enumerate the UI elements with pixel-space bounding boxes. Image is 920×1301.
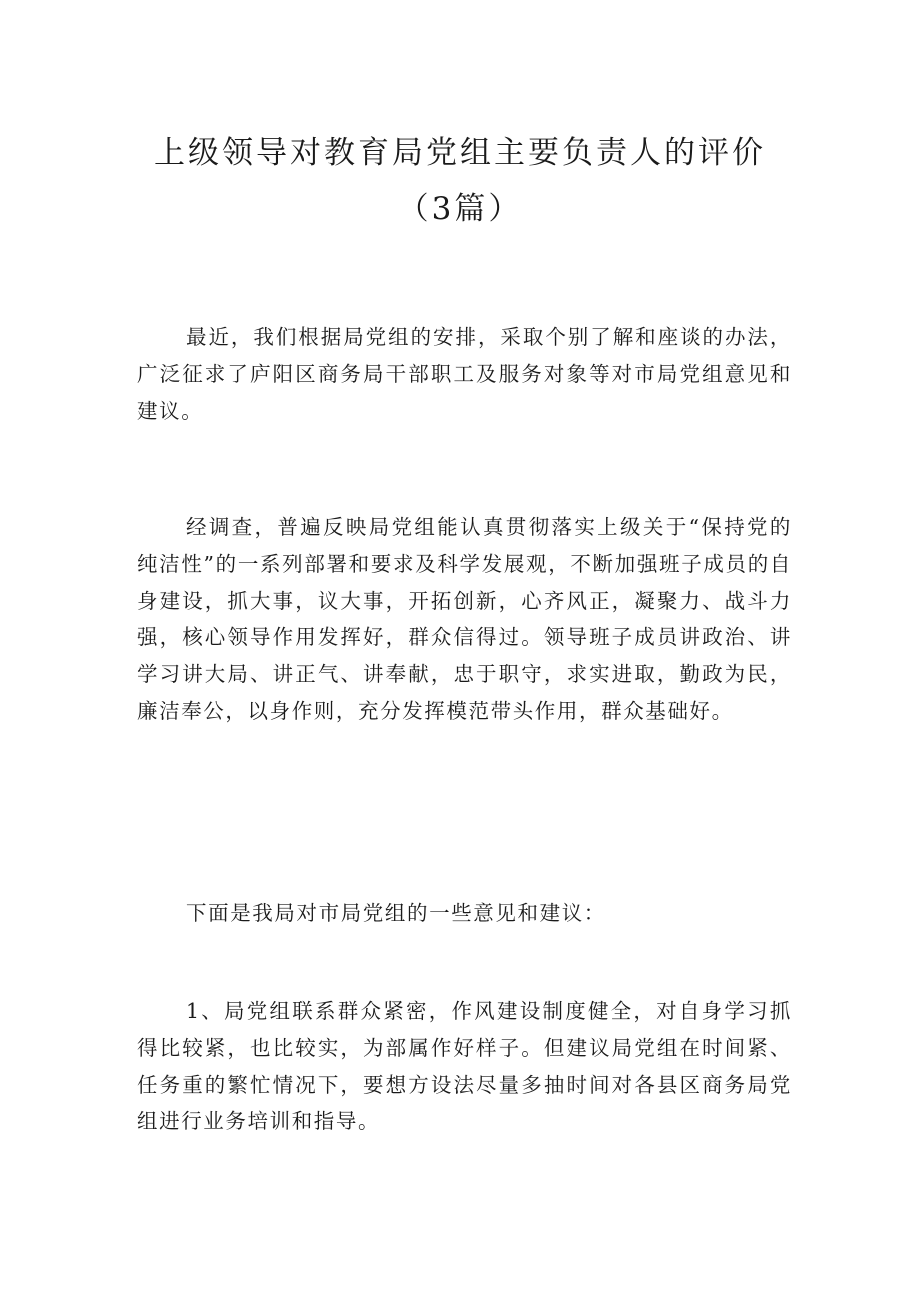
paragraph-suggestions-heading: 下面是我局对市局党组的一些意见和建议： <box>186 901 606 925</box>
paragraph-intro: 最近，我们根据局党组的安排，采取个别了解和座谈的办法，广泛征求了庐阳区商务局干部职工及服务对象等对市局党组意见和建议。 <box>137 325 792 423</box>
document-title: 上级领导对教育局党组主要负责人的评价 <box>154 135 766 171</box>
document-subtitle: （3篇） <box>397 191 523 227</box>
paragraph-survey-findings: 经调查，普遍反映局党组能认真贯彻落实上级关于“保持党的纯洁性”的一系列部署和要求及科学发展观，不断加强班子成员的自身建设，抓大事，议大事，开拓创新，心齐风正，凝聚力、战斗力强，核心领导作用发挥好，群众信得过。领导班子成员讲政治、讲学习讲大局、讲正气、讲奉献，忠于职守，求实进取，勤政为民，廉洁奉公，以身作则，充分发挥模范带头作用，群众基础好。 <box>137 515 792 723</box>
paragraph-suggestion-1: 1、局党组联系群众紧密，作风建设制度健全，对自身学习抓得比较紧，也比较实，为部属作好样子。但建议局党组在时间紧、任务重的繁忙情况下，要想方设法尽量多抽时间对各县区商务局党组进行业务培训和指导。 <box>137 999 792 1134</box>
